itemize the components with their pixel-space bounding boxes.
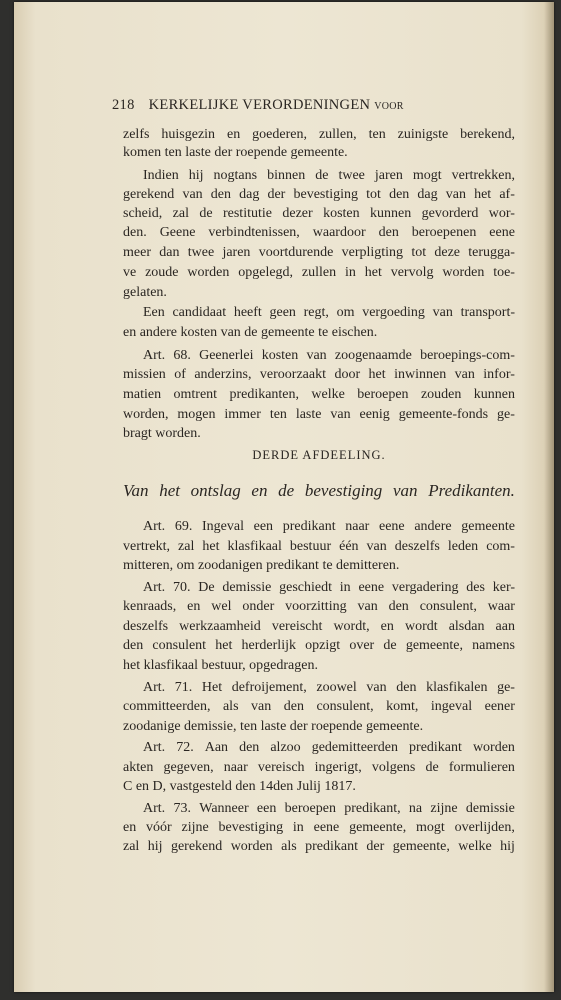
- text-line: mitteren, om zoodanigen predikant te demitteren.: [123, 558, 400, 573]
- text-line: worden, mogen immer ten laste van eenig gemeente-fonds ge-: [123, 407, 515, 422]
- text-line: deszelfs werkzaamheid vereischt wordt, en wordt alsdan aan: [123, 619, 515, 634]
- text-line: gelaten.: [123, 285, 167, 300]
- text-line: matien omtrent predikanten, welke beroepen zouden kunnen: [123, 387, 515, 402]
- text-line: scheid, zal de restitutie dezer kosten kunnen gevorderd wor-: [123, 206, 515, 221]
- text-line: komen ten laste der roepende gemeente.: [123, 145, 348, 160]
- text-line: akten gegeven, naar vereisch ingerigt, volgens de formulieren: [123, 760, 515, 775]
- text-line: bragt worden.: [123, 426, 201, 441]
- text-line: Indien hij nogtans binnen de twee jaren mogt vertrekken,: [143, 168, 515, 183]
- text-line: committeerden, als van den consulent, komt, ingeval eener: [123, 699, 515, 714]
- text-line: C en D, vastgesteld den 14den Julij 1817.: [123, 779, 356, 794]
- running-title: KERKELIJKE VERORDENINGEN: [148, 97, 371, 113]
- section-heading: DERDE AFDEELING.: [252, 448, 386, 462]
- running-header: [112, 96, 404, 114]
- text-line: missien of anderzins, veroorzaakt door het inwinnen van infor-: [123, 367, 515, 382]
- text-line: Art. 68. Geenerlei kosten van zoogenaamde beroepings-com-: [143, 348, 515, 363]
- running-title-tail: voor: [374, 97, 404, 113]
- text-line: vertrekt, zal het klasfikaal bestuur één van deszelfs leden com-: [123, 539, 515, 554]
- text-line: ve zoude worden opgelegd, zullen in het vervolg worden toe-: [123, 265, 515, 280]
- text-line: Art. 72. Aan den alzoo gedemitteerden predikant worden: [143, 740, 515, 755]
- text-line: Een candidaat heeft geen regt, om vergoeding van transport-: [143, 305, 515, 320]
- text-line: meer dan twee jaren voortdurende verpligting tot deze terugga-: [123, 245, 515, 260]
- text-line: gerekend van den dag der bevestiging tot den dag van het af-: [123, 187, 515, 202]
- text-line: en vóór zijne bevestiging in eene gemeente, mogt overlijden,: [123, 820, 515, 835]
- text-line: en andere kosten van de gemeente te eischen.: [123, 325, 378, 340]
- text-line: den consulent het herderlijk opzigt over de gemeente, namens: [123, 638, 515, 653]
- text-line: Art. 73. Wanneer een beroepen predikant, na zijne demissie: [143, 801, 515, 816]
- page-spine-shadow: [544, 2, 554, 992]
- text-line: het klasfikaal bestuur, opgedragen.: [123, 658, 318, 673]
- text-line: den. Geene verbindtenissen, waardoor den beroepenen eene: [123, 225, 515, 240]
- section-title: Van het ontslag en de bevestiging van Predikanten.: [123, 481, 515, 500]
- text-line: kenraads, en wel onder voorzitting van den consulent, waar: [123, 599, 515, 614]
- text-line: Art. 70. De demissie geschiedt in eene vergadering des ker-: [143, 580, 515, 595]
- text-line: Art. 71. Het defroijement, zoowel van den klasfikalen ge-: [143, 680, 515, 695]
- text-line: zelfs huisgezin en goederen, zullen, ten zuinigste berekend,: [123, 127, 515, 142]
- page-number: 218: [112, 97, 135, 113]
- text-line: zoodanige demissie, ten laste der roepende gemeente.: [123, 719, 424, 734]
- text-line: Art. 69. Ingeval een predikant naar eene andere gemeente: [143, 519, 515, 534]
- text-line: zal hij gerekend worden als predikant der gemeente, welke hij: [123, 839, 515, 854]
